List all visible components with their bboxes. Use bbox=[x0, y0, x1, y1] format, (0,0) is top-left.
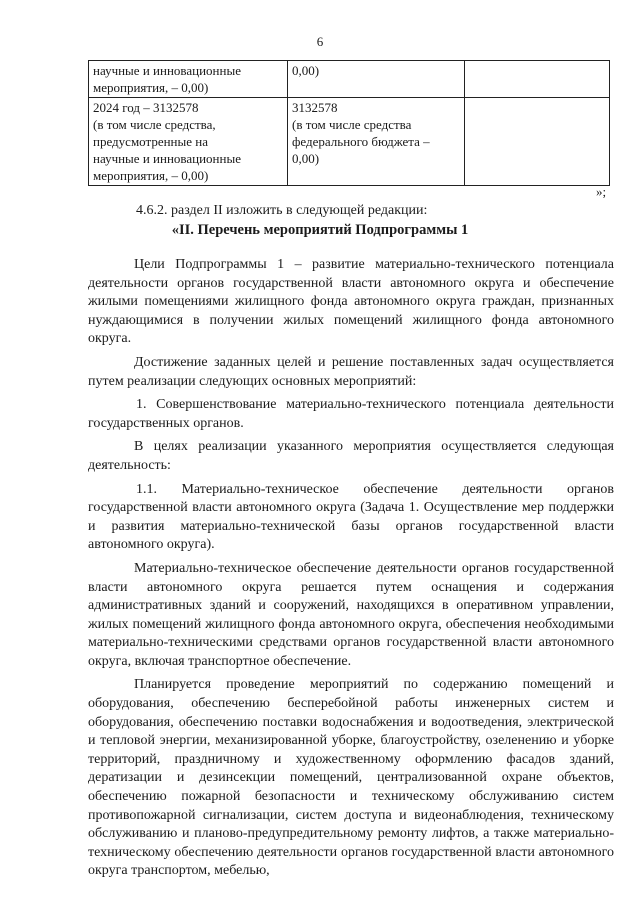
paragraph: Материально-техническое обеспечение деятельности органов государственной власти автономного округа решается путем оснащения и содержания административных зданий и сооружений, находящихся в оперативном управлении, жилых помещений жилищного фонда автономного округа, обеспечения необходимыми материально-техническими средствами органов государственной власти автономного округа, включая транспортное обеспечение. bbox=[88, 560, 614, 669]
amendment-instruction: 4.6.2. раздел II изложить в следующей редакции: bbox=[136, 203, 428, 218]
cell-line: 2024 год – 3132578 bbox=[93, 100, 199, 115]
cell-line: (в том числе средства bbox=[292, 117, 412, 132]
list-item: 1. Совершенствование материально-технического потенциала деятельности государственных органов. bbox=[88, 397, 614, 431]
table-cell bbox=[89, 61, 288, 98]
cell-line: (в том числе средства, bbox=[93, 117, 216, 132]
paragraph: Цели Подпрограммы 1 – развитие материально-технического потенциала деятельности органов государственной власти автономного округа и обеспечение жилыми помещениями жилищного фонда автономного округа граждан, признанных нуждающимися в получении жилых помещений жилищного фонда автономного округа. bbox=[88, 257, 614, 347]
cell-line: мероприятия, – 0,00) bbox=[93, 80, 209, 95]
table-cell bbox=[288, 98, 465, 186]
paragraph: Достижение заданных целей и решение поставленных задач осуществляется путем реализации следующих основных мероприятий: bbox=[88, 354, 614, 389]
cell-line: 0,00) bbox=[292, 151, 320, 166]
table-cell bbox=[465, 98, 610, 186]
continuation-table bbox=[88, 60, 610, 186]
cell-line: мероприятия, – 0,00) bbox=[93, 168, 209, 183]
page-number: 6 bbox=[316, 34, 324, 49]
cell-line: научные и инновационные bbox=[93, 151, 241, 166]
paragraph: Планируется проведение мероприятий по содержанию помещений и оборудования, обеспечению бесперебойной работы инженерных систем и оборудования, обеспечению поставки водоснабжения и водоотведения, электрической и тепловой энергии, механизированной уборке, благоустройству, озеленению и уборке территорий, праздничному и художественному оформлению фасадов зданий, дератизации и дезинсекции помещений, централизованной охране объектов, обеспечению пожарной безопасности и техническому обслуживанию систем противопожарной сигнализации, систем доступа и видеонаблюдения, техническому обслуживанию и планово-предупредительному ремонту лифтов, а также материально-техническому обеспечению деятельности органов государственной власти автономного округа транспортом, мебелью, bbox=[88, 677, 614, 879]
paragraph: В целях реализации указанного мероприятия осуществляется следующая деятельность: bbox=[88, 439, 614, 473]
cell-line: федерального бюджета – bbox=[292, 134, 430, 149]
table-cell bbox=[465, 61, 610, 98]
table-cell bbox=[89, 98, 288, 186]
list-item: 1.1. Материально-техническое обеспечение деятельности органов государственной власти автономного округа (Задача 1. Осуществление мер поддержки и развития материально-технической базы органов государственной власти автономного округа). bbox=[88, 481, 614, 553]
table-row bbox=[89, 98, 610, 186]
cell-line: предусмотренные на bbox=[93, 134, 209, 149]
table-cell bbox=[288, 61, 465, 98]
cell-line: научные и инновационные bbox=[93, 63, 241, 78]
table-row bbox=[89, 61, 610, 98]
cell-line: 3132578 bbox=[292, 100, 338, 115]
closing-quote: »; bbox=[596, 184, 607, 199]
document-body bbox=[88, 256, 614, 886]
cell-line: 0,00) bbox=[292, 63, 320, 78]
section-heading: «II. Перечень мероприятий Подпрограммы 1 bbox=[171, 222, 469, 238]
